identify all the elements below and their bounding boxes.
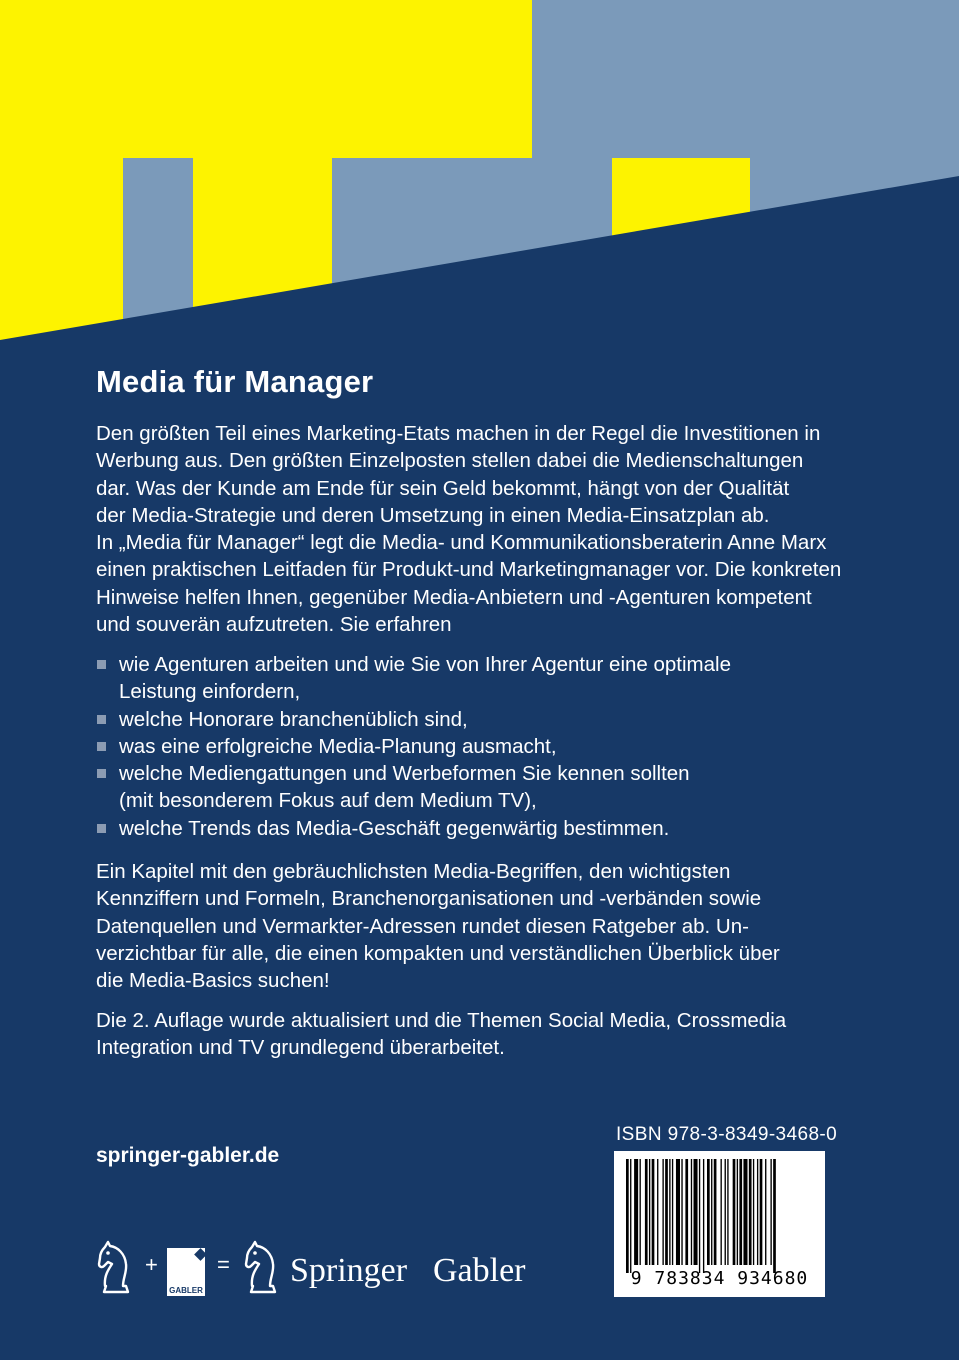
barcode-bar (657, 1159, 658, 1265)
barcode-bar (733, 1159, 736, 1265)
list-item (96, 706, 886, 733)
text-line: (mit besonderem Fokus auf dem Medium TV), (119, 789, 537, 813)
bullet-square-icon (97, 824, 106, 833)
barcode-bar (743, 1159, 747, 1265)
text-line: welche Honorare branchenüblich sind, (119, 707, 468, 731)
barcode-bar (753, 1159, 754, 1265)
barcode-bar (669, 1159, 670, 1265)
barcode-bar (737, 1159, 738, 1265)
cover-top-graphic (0, 0, 959, 345)
springer-knight-icon (243, 1240, 283, 1296)
text-line: Den größten Teil eines Marketing-Etats machen in der Regel die Investitionen in (96, 422, 821, 445)
barcode-bar (626, 1159, 629, 1273)
barcode-bar (765, 1159, 766, 1265)
text-line: Ein Kapitel mit den gebräuchlichsten Media-Begriffen, den wichtigsten (96, 860, 731, 883)
barcode-bar (714, 1159, 717, 1265)
equals-sign: = (217, 1252, 230, 1277)
text-line: Kennziffern und Formeln, Branchenorganisationen und -verbänden sowie (96, 887, 762, 911)
edition-paragraph (96, 1007, 886, 1062)
barcode-bar (640, 1159, 641, 1265)
text-line: Hinweise helfen Ihnen, gegenüber Media-Anbietern und -Agenturen kompetent (96, 585, 812, 609)
barcode-bar (721, 1159, 722, 1265)
text-line: verzichtbar für alle, die einen kompakten und verständlichen Überblick über (96, 941, 780, 965)
book-title: Media für Manager (96, 364, 374, 399)
yellow-block-left (0, 0, 123, 345)
publisher-website-link[interactable]: springer-gabler.de (96, 1144, 280, 1167)
text-line: was eine erfolgreiche Media-Planung ausmacht, (119, 734, 557, 758)
barcode-bar (630, 1159, 631, 1273)
intro-paragraph (96, 420, 886, 638)
bullet-square-icon (97, 660, 106, 669)
text-line: der Media-Strategie und deren Umsetzung in einen Media-Einsatzplan ab. (96, 503, 770, 527)
text-line: welche Trends das Media-Geschäft gegenwärtig bestimmen. (119, 816, 670, 840)
barcode-bar (739, 1159, 742, 1265)
brand-gabler: Gabler (433, 1252, 526, 1289)
bullet-square-icon (97, 715, 106, 724)
list-item (96, 651, 886, 706)
barcode-bar (662, 1159, 663, 1265)
yellow-block-top (123, 0, 532, 158)
text-line: Werbung aus. Den größten Einzelposten stellen dabei die Medienschaltungen (96, 449, 804, 473)
barcode-bar (773, 1159, 776, 1273)
barcode (614, 1151, 825, 1297)
list-item (96, 815, 886, 842)
text-line: Integration und TV grundlegend überarbeitet. (96, 1036, 505, 1060)
chapter-paragraph (96, 858, 886, 994)
barcode-bar (685, 1159, 688, 1265)
barcode-bar (676, 1159, 680, 1265)
text-line: und souverän aufzutreten. Sie erfahren (96, 613, 452, 637)
gabler-logo-icon (167, 1248, 207, 1296)
barcode-bar (770, 1159, 771, 1265)
text-line: wie Agenturen arbeiten und wie Sie von Ihrer Agentur eine optimale (119, 653, 731, 676)
gabler-logo-label: GABLER (167, 1286, 205, 1296)
bullet-square-icon (97, 742, 106, 751)
barcode-bar (645, 1159, 648, 1265)
brand-springer: Springer (290, 1252, 408, 1289)
barcode-bar (711, 1159, 712, 1265)
text-line: Die 2. Auflage wurde aktualisiert und die Themen Social Media, Crossmedia (96, 1009, 787, 1032)
text-line: die Media-Basics suchen! (96, 969, 330, 993)
list-item (96, 760, 886, 815)
barcode-bar (760, 1159, 763, 1265)
barcode-bar (757, 1159, 758, 1265)
barcode-digits: 9 783834 934680 (630, 1268, 809, 1289)
barcode-bar (652, 1159, 655, 1265)
plus-sign: + (145, 1252, 158, 1277)
barcode-bar (649, 1159, 650, 1265)
barcode-bar (681, 1159, 682, 1265)
barcode-bar (691, 1159, 692, 1265)
text-line: welche Mediengattungen und Werbeformen Sie kennen sollten (119, 762, 690, 786)
barcode-bar (694, 1159, 698, 1265)
bullet-square-icon (97, 769, 106, 778)
text-line: In „Media für Manager“ legt die Media- und Kommunikationsberaterin Anne Marx (96, 531, 827, 555)
text-line: Datenquellen und Vermarkter-Adressen rundet diesen Ratgeber ab. Un- (96, 914, 749, 938)
list-item (96, 733, 886, 760)
isbn-label: ISBN 978-3-8349-3468-0 (616, 1124, 838, 1145)
barcode-bar (634, 1159, 638, 1265)
topic-list (96, 651, 886, 842)
barcode-bar (749, 1159, 752, 1265)
text-line: Leistung einfordern, (119, 680, 301, 704)
barcode-bar (725, 1159, 726, 1265)
barcode-bar (707, 1159, 710, 1265)
text-line: dar. Was der Kunde am Ende für sein Geld bekommt, hängt von der Qualität (96, 476, 790, 500)
barcode-bar (699, 1159, 700, 1273)
barcode-bar (727, 1159, 728, 1265)
springer-knight-icon (96, 1240, 136, 1296)
barcode-bar (665, 1159, 668, 1265)
barcode-bar (703, 1159, 704, 1273)
text-line: einen praktischen Leitfaden für Produkt-und Marketingmanager vor. Die konkreten (96, 558, 842, 582)
barcode-bar (672, 1159, 673, 1265)
